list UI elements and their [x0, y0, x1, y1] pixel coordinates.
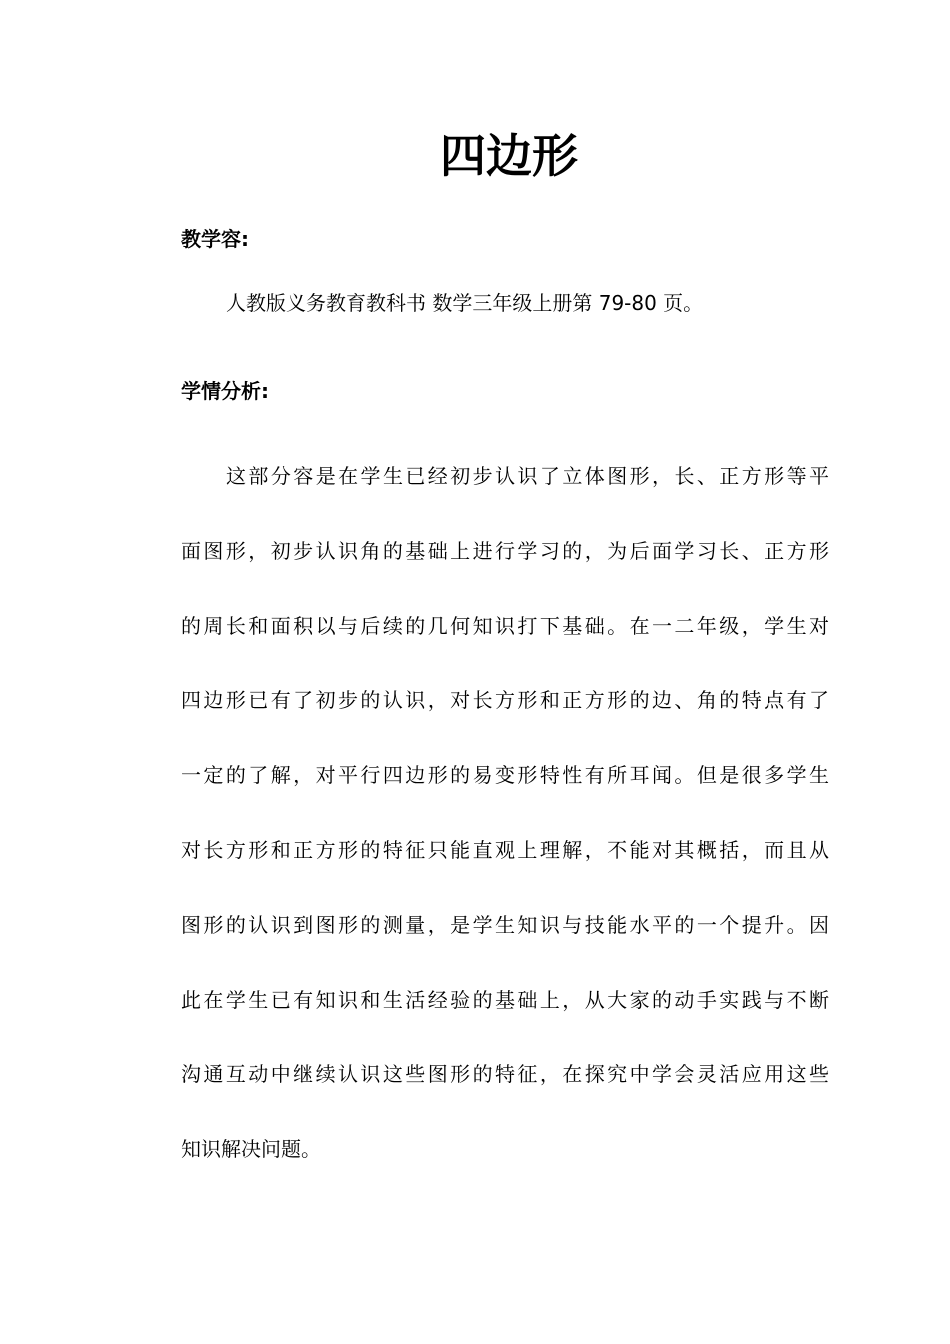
paragraph-line: 这部分容是在学生已经初步认识了立体图形，长、正方形等平	[226, 464, 829, 488]
teaching-content-text: 人教版义务教育教科书 数学三年级上册第 79-80 页。	[226, 291, 704, 315]
learning-analysis-paragraph	[181, 462, 829, 1210]
paragraph-line: 知识解决问题。	[181, 1137, 321, 1162]
section-heading-teaching-content: 教学容:	[181, 227, 249, 251]
paragraph-line: 图形的认识到图形的测量，是学生知识与技能水平的一个提升。因	[181, 912, 829, 937]
paragraph-line: 面图形，初步认识角的基础上进行学习的，为后面学习长、正方形	[181, 538, 829, 563]
paragraph-line: 四边形已有了初步的认识，对长方形和正方形的边、角的特点有了	[181, 688, 829, 713]
paragraph-line: 的周长和面积以与后续的几何知识打下基础。在一二年级，学生对	[181, 613, 829, 638]
paragraph-line: 对长方形和正方形的特征只能直观上理解，不能对其概括，而且从	[181, 837, 829, 862]
document-title: 四边形	[440, 129, 578, 183]
paragraph-line: 此在学生已有知识和生活经验的基础上，从大家的动手实践与不断	[181, 987, 829, 1012]
section-heading-learning-analysis: 学情分析:	[181, 379, 269, 403]
paragraph-line: 沟通互动中继续认识这些图形的特征，在探究中学会灵活应用这些	[181, 1062, 829, 1087]
paragraph-line: 一定的了解，对平行四边形的易变形特性有所耳闻。但是很多学生	[181, 763, 829, 788]
